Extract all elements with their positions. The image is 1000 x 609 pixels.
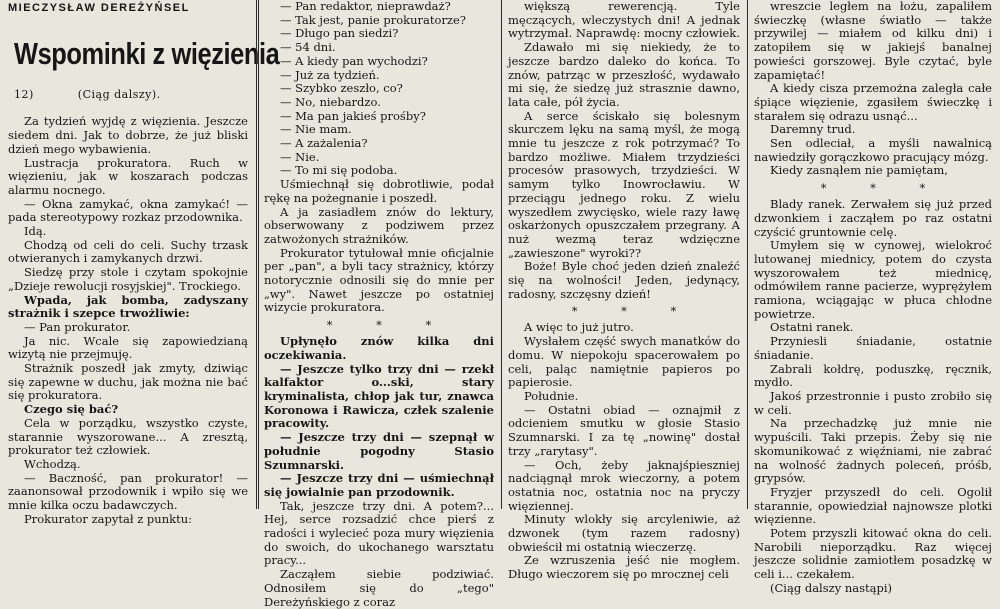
article-subtitle [14, 88, 248, 102]
paragraph: — Jeszcze tylko trzy dni — rzekł kalfaktor o...ski, stary kryminalista, chłop jak tur, znawca Koronowa i Rawicza, człek szalenie pracowity. [264, 361, 494, 431]
article-title: Wspominki z więzienia [14, 35, 280, 71]
paragraph: Minuty wlokły się arcyleniwie, aż dzwonek (tym razem radosny) obwieścił mi ostatnią wieczerzę. [508, 512, 740, 554]
paragraph: Wpada, jak bomba, zadyszany strażnik i szepce trwożliwie: [8, 292, 248, 321]
paragraph: Prokurator tytułował mnie oficjalnie per „pan", a byli tacy strażnicy, którzy notorycznie odnosili się do mnie per „wy". Nawet jeszcze po ostatniej wizycie prokuratora. [264, 245, 494, 315]
paragraph: Czego się bać? [24, 402, 119, 417]
paragraph: Boże! Byle choć jeden dzień znaleźć się na wolności! Jeden, jedynący, radosny, szczęsny dzień! [508, 259, 740, 301]
paragraph: — Tak jest, panie prokuratorze? [280, 12, 466, 27]
paragraph: A kiedy cisza przemożna zaległa całe śpiące więzienie, zgasiłem świeczkę i starałem się odrazu usnąć... [754, 81, 992, 123]
paragraph: — A kiedy pan wychodzi? [280, 53, 428, 68]
paragraph: Zacząłem siebie podziwiać. Odnosiłem się do „tego" Dereżyńskiego z coraz [264, 567, 494, 609]
column-4 [754, 0, 992, 595]
paragraph: — To mi się podoba. [280, 163, 398, 178]
column-divider [256, 0, 259, 509]
paragraph: większą rewerencją. Tyle męczących, wleczystych dni! A jednak wytrzymał. Naprawdę: mocny człowiek. [508, 0, 740, 41]
paragraph: — Baczność, pan prokurator! — zaanonsował przodownik i wpiło się we mnie kilka oczu badawczych. [8, 470, 248, 513]
paragraph: Prokurator zapytał z punktu: [24, 511, 192, 526]
paragraph: A ja zasiadłem znów do lektury, obserwowany z podziwem przez zatwożonych strażników. [264, 204, 494, 246]
paragraph: Na przechadzkę już mnie nie wypuścili. Taki przepis. Żeby się nie skomunikować z więźniami, nie zabrać na wolność żadnych poleceń, próśb, grypsów. [754, 416, 992, 486]
paragraph: Za tydzień wyjdę z więzienia. Jeszcze siedem dni. Jak to dobrze, że już bliski dzień mego wybawienia. [8, 114, 248, 156]
part-number: 12) [14, 87, 34, 101]
paragraph: Fryzjer przyszedł do celi. Ogolił starannie, opowiedział najnowsze plotki więzienne. [754, 484, 992, 527]
paragraph: Ze wzruszenia jeść nie mogłem. Długo wieczorem się po mrocznej celi [508, 553, 740, 582]
paragraph: — Pan redaktor, nieprawdaż? [280, 0, 451, 13]
paragraph: Blady ranek. Zerwałem się już przed dzwonkiem i zacząłem po raz ostatni czyścić gruntownie celę. [754, 197, 992, 239]
paragraph: Sen odleciał, a myśli nawalnicą nawiedziły gorączkowo pracujący mózg. [754, 136, 992, 164]
paragraph: Ja nic. Wcale się zapowiedzianą wizytą nie przejmuję. [8, 333, 248, 362]
paragraph: — Okna zamykać, okna zamykać! — pada stereotypowy rozkaz przodownika. [8, 196, 248, 225]
paragraph: Zabrali kołdrę, poduszkę, ręcznik, mydło. [754, 361, 992, 390]
paragraph: Ostatni ranek. [770, 320, 854, 335]
column-divider [501, 0, 502, 509]
column-3-body [508, 0, 740, 582]
paragraph: Umyłem się w cynowej, wielokroć lutowanej miednicy, potem do czysta wyszorowałem też miednicę, odmówiłem ranne pacierze, wyprężyłem ramiona, wciągając w płuca chłodne powietrze. [754, 238, 992, 321]
column-3 [508, 0, 740, 582]
column-1-body [8, 115, 248, 526]
column-divider [747, 0, 748, 509]
paragraph: Strażnik poszedł jak zmyty, dziwiąc się zapewne w duchu, jak można nie bać się prokuratora. [8, 361, 248, 403]
paragraph: A więc to już jutro. [524, 320, 634, 335]
paragraph: Siedzę przy stole i czytam spokojnie „Dzieje rewolucji rosyjskiej". Trockiego. [8, 265, 248, 293]
paragraph: (Ciąg dalszy nastąpi) [770, 580, 893, 595]
section-separator: * * * [326, 318, 452, 333]
paragraph: Tak, jeszcze trzy dni. A potem?... Hej, serce rozsadzić chce pierś z radości i wylecieć poza mury więzienia do swoich, do ukochanego warsztatu pracy... [264, 498, 494, 568]
paragraph: Upłynęło znów kilka dni oczekiwania. [264, 334, 494, 362]
paragraph: — Szybko zeszło, co? [280, 81, 403, 96]
paragraph: Przyniesli śniadanie, ostatnie śniadanie. [754, 334, 992, 362]
author-name: MIECZYSŁAW DEREŻYŃSEL [8, 2, 190, 14]
paragraph: A serce ściskało się bolesnym skurczem lęku na samą myśl, że mogą mnie tu jeszcze z rok potrzymać? To bardzo możliwe. Miałem trzydzieści procesów prasowych, trzydzieści. W samym tylko Inowrocławiu. W przeciągu jednego roku. Z wielu wyszedłem zwycięsko, wiele razy ławę oskarżonych opuszczałem przegrany. A nuż wezmą teraz wdzięczne „zawieszone" wyroki?? [508, 108, 740, 260]
paragraph: — 54 dni. [280, 40, 336, 55]
paragraph: Zdawało mi się niekiedy, że to jeszcze bardzo daleko do końca. To znów, patrząc w przeszłość, wydawało mi się, że siedzę już strasznie dawno, lata całe, pół życia. [508, 40, 740, 109]
paragraph: Cela w porządku, wszystko czyste, starannie wyszorowane... A zresztą, prokurator też człowiek. [8, 415, 248, 458]
paragraph: — Ostatni obiad — oznajmił z odcieniem smutku w głosie Stasio Szumnarski. I za tę „nowinę" dostał trzy „rarytasy". [508, 402, 740, 458]
paragraph: — Nie mam. [280, 122, 352, 137]
paragraph: — Pan prokurator. [24, 319, 131, 334]
column-2-body [264, 0, 494, 609]
paragraph: — Nie. [280, 149, 320, 164]
section-separator: * * * [820, 181, 946, 196]
paragraph: Południe. [524, 388, 579, 403]
continuation-note: (Ciąg dalszy). [77, 87, 161, 101]
paragraph: Jakoś przestronnie i pusto zrobiło się w celi. [754, 388, 992, 417]
column-2 [264, 0, 494, 609]
paragraph: — Jeszcze trzy dni — uśmiechnął się jowialnie pan przodownik. [264, 471, 494, 499]
paragraph: Idą. [24, 224, 47, 239]
paragraph: Lustracja prokuratora. Ruch w więzieniu, jak w koszarach podczas alarmu nocnego. [8, 155, 248, 197]
paragraph: Wchodzą. [24, 456, 81, 471]
section-separator: * * * [571, 304, 697, 319]
paragraph: Wysłałem część swych manatków do domu. W niepokoju spacerowałem po celi, paląc namiętnie papieros po papierosie. [508, 334, 740, 390]
paragraph: wreszcie ległem na łożu, zapaliłem świeczkę (własne światło — także przywilej — miałem od kilku dni) i zatopiłem się w jakiejś banalnej powieści gorszowej. Byle czytać, byle zapamiętać! [754, 0, 992, 82]
paragraph: — Już za tydzień. [280, 67, 380, 82]
paragraph: Chodzą od celi do celi. Suchy trzask otwieranych i zamykanych drzwi. [8, 237, 248, 266]
column-1 [8, 0, 280, 526]
paragraph: Kiedy zasnąłem nie pamiętam, [770, 163, 948, 178]
paragraph: Daremny trud. [770, 122, 856, 137]
paragraph: Potem przyszli kitować okna do celi. Narobili nieporządku. Raz więcej jeszcze solidnie zamiotłem posadzkę w celi i... czekałem. [754, 526, 992, 582]
paragraph: — Ma pan jakieś prośby? [280, 108, 426, 123]
column-4-body [754, 0, 992, 596]
paragraph: — Długo pan siedzi? [280, 26, 399, 41]
paragraph: — Och, żeby jaknajśpieszniej nadciągnął mrok wieczorny, a potem ostatnia noc, ostatnia noc na pryczy więziennej. [508, 457, 740, 513]
paragraph: — Jeszcze trzy dni — szepnął w południe pogodny Stasio Szumnarski. [264, 430, 494, 472]
paragraph: — No, niebardzo. [280, 94, 381, 109]
paragraph: Uśmiechnął się dobrotliwie, podał rękę na pożegnanie i poszedł. [264, 177, 494, 205]
paragraph: — A zażalenia? [280, 136, 368, 151]
